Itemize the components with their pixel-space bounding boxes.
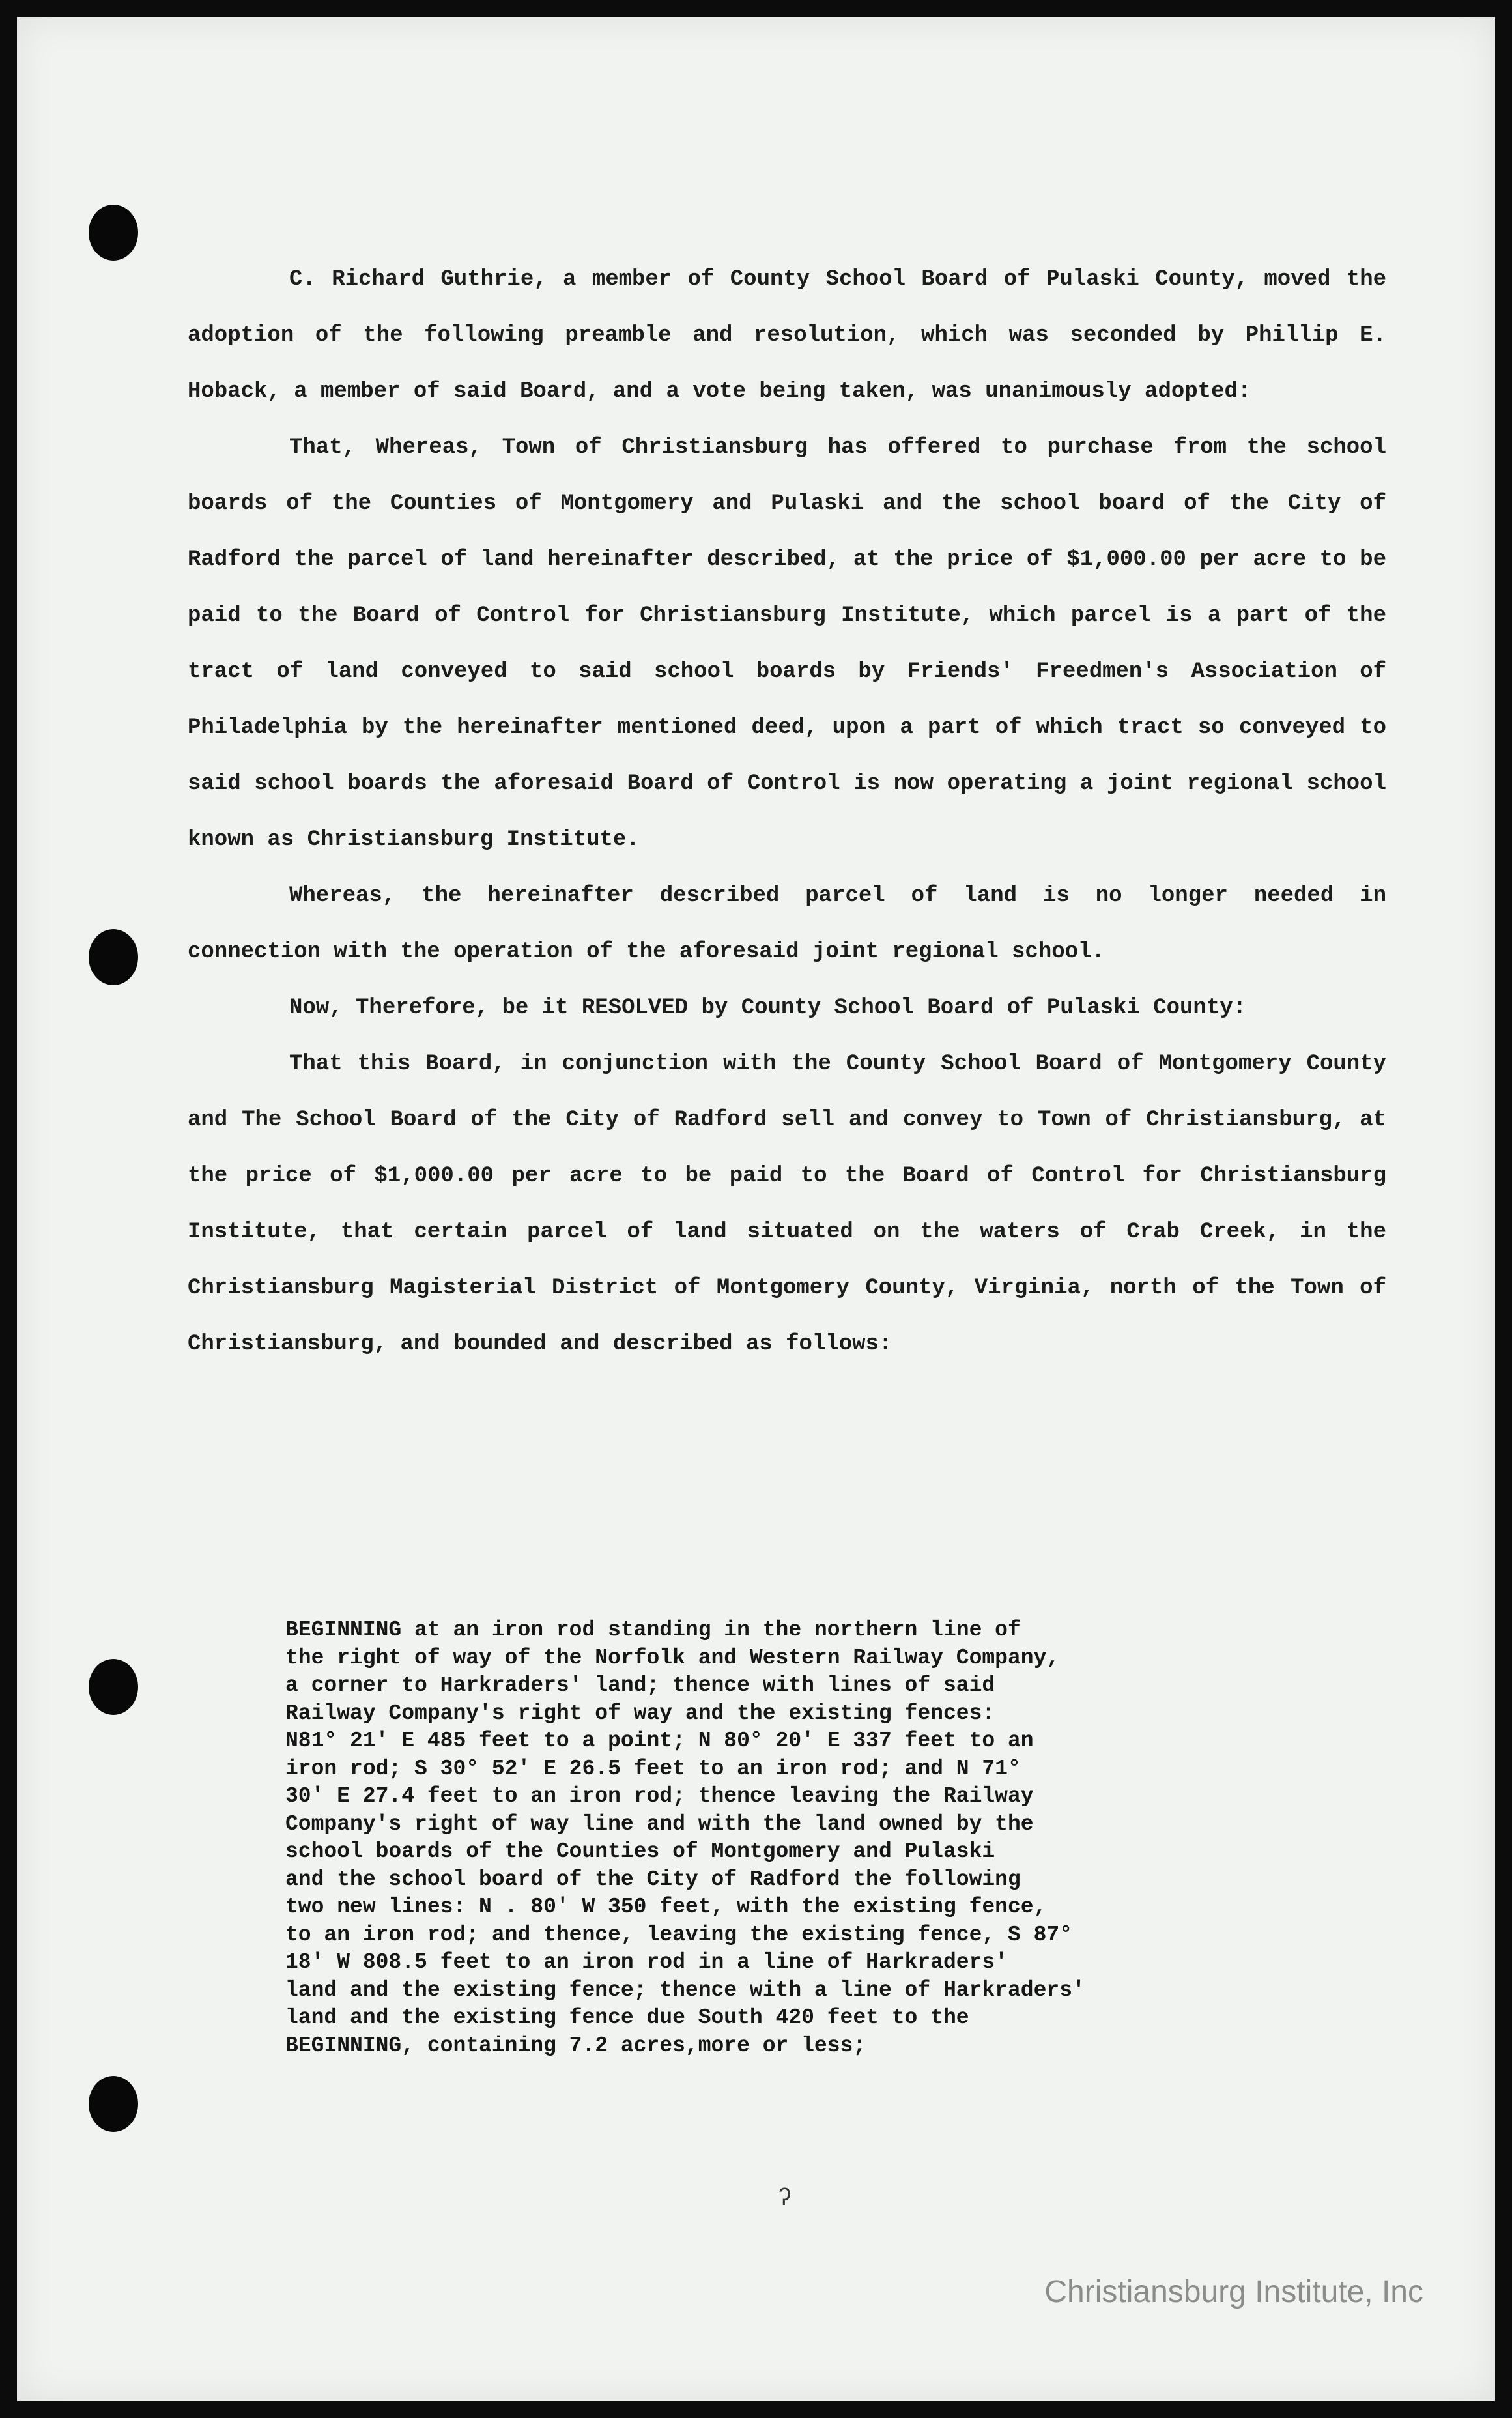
punch-hole-2 [89, 929, 138, 985]
sale-paragraph: That this Board, in conjunction with the County School Board of Montgomery County and The School Board of the City of Radford sell and convey to Town of Christiansburg, at the price of $1,000.00 per acre to be paid to the Board of Control for Christiansburg Institute, that certain parcel of land situated on the waters of Crab Creek, in the Christiansburg Magisterial District of Montgomery County, Virginia, north of the Town of Christiansburg, and bounded and described as follows: [188, 1052, 1386, 1357]
punch-hole-3 [89, 1659, 138, 1715]
legal-line: two new lines: N . 80' W 350 feet, with the existing fence, [285, 1895, 1047, 1919]
whereas-offer-paragraph: That, Whereas, Town of Christiansburg has offered to purchase from the school boards of the Counties of Montgomery and Pulaski and the school board of the City of Radford the parcel of land hereinafter described, at the price of $1,000.00 per acre to be paid to the Board of Control for Christiansburg Institute, which parcel is a part of the tract of land conveyed to said school boards by Friends' Freedmen's Association of Philadelphia by the hereinafter mentioned deed, upon a part of which tract so conveyed to said school boards the aforesaid Board of Control is now operating a joint regional school known as Christiansburg Institute. [188, 435, 1386, 852]
resolution-body [188, 252, 1386, 1372]
legal-line: 18' W 808.5 feet to an iron rod in a line of Harkraders' [285, 1950, 1008, 1974]
legal-line: Company's right of way line and with the land owned by the [285, 1811, 1034, 1836]
legal-line: land and the existing fence due South 420 feet to the [285, 2006, 969, 2030]
punch-hole-1 [89, 205, 138, 261]
document-page [17, 17, 1495, 2401]
motion-paragraph: C. Richard Guthrie, a member of County School Board of Pulaski County, moved the adoption of the following preamble and resolution, which was seconded by Phillip E. Hoback, a member of said Board, and a vote being taken, was unanimously adopted: [188, 267, 1386, 404]
legal-line: Railway Company's right of way and the existing fences: [285, 1701, 995, 1725]
legal-line: to an iron rod; and thence, leaving the existing fence, S 87° [285, 1922, 1072, 1947]
legal-description [285, 1617, 1184, 2060]
legal-line: 30' E 27.4 feet to an iron rod; thence leaving the Railway [285, 1784, 1034, 1808]
legal-line: land and the existing fence; thence with a line of Harkraders' [285, 1978, 1085, 2002]
legal-line: the right of way of the Norfolk and Western Railway Company, [285, 1645, 1060, 1670]
stray-mark: ʔ [778, 2185, 792, 2212]
watermark: Christiansburg Institute, Inc [1044, 2275, 1423, 2309]
legal-line: iron rod; S 30° 52' E 26.5 feet to an iron rod; and N 71° [285, 1756, 1021, 1781]
legal-line: N81° 21' E 485 feet to a point; N 80° 20' E 337 feet to an [285, 1729, 1034, 1753]
legal-line: and the school board of the City of Radford the following [285, 1867, 1021, 1892]
legal-line: school boards of the Counties of Montgomery and Pulaski [285, 1839, 995, 1864]
whereas-not-needed-paragraph: Whereas, the hereinafter described parcel of land is no longer needed in connection with the operation of the aforesaid joint regional school. [188, 884, 1386, 964]
punch-hole-4 [89, 2076, 138, 2132]
resolved-paragraph: Now, Therefore, be it RESOLVED by County School Board of Pulaski County: [289, 996, 1247, 1020]
legal-line: BEGINNING at an iron rod standing in the northern line of [285, 1618, 1021, 1642]
legal-line: BEGINNING, containing 7.2 acres,more or less; [285, 2033, 866, 2058]
legal-line: a corner to Harkraders' land; thence with lines of said [285, 1673, 995, 1697]
